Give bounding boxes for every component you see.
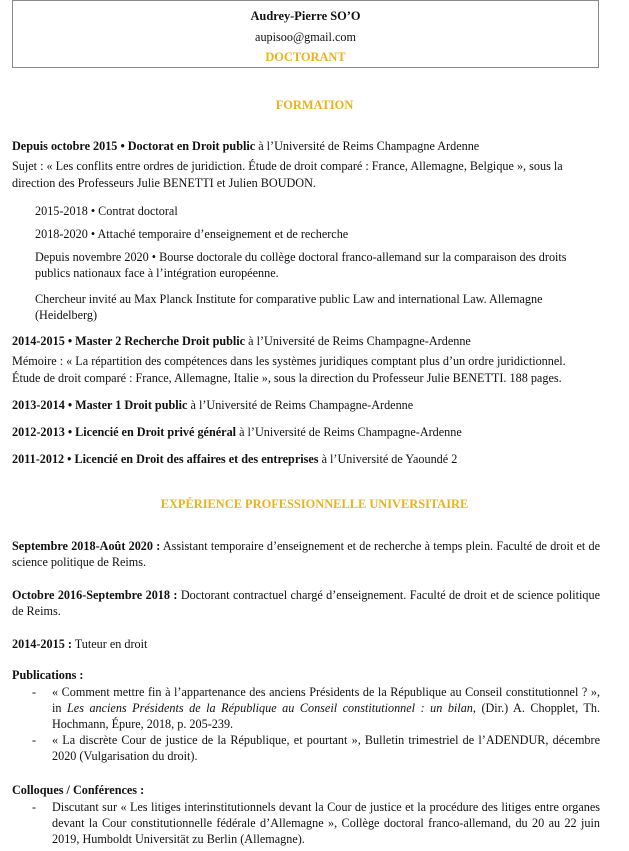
master2-memoire-line1: Mémoire : « La répartition des compétences dans les systèmes juridiques comptant plus d’un ordre juridictionnel.	[12, 354, 566, 368]
formation-licence-prive	[12, 424, 600, 440]
doctorat-sub-item: Chercheur invité au Max Planck Institute for comparative public Law and international Law. Allemagne (Heidelberg)	[35, 292, 543, 322]
experience-desc: Assistant temporaire d’enseignement et de recherche à temps plein. Faculté de droit et de science politique de Reims.	[12, 539, 601, 569]
publications-title: Publications :	[12, 668, 84, 682]
header-box	[12, 0, 599, 68]
formation-licence-affaires	[12, 451, 600, 467]
doctorat-sub-item: 2015-2018 • Contrat doctoral	[35, 204, 178, 218]
dash-bullet: -	[32, 685, 37, 699]
formation-master1	[12, 397, 600, 413]
doctorat-sub-item: 2018-2020 • Attaché temporaire d’enseignement et de recherche	[35, 227, 349, 241]
master1-rest: à l’Université de Reims Champagne-Ardenne	[187, 398, 414, 412]
experience-date: 2014-2015 :	[12, 637, 72, 651]
master2-bold: 2014-2015 • Master 2 Recherche Droit public	[12, 334, 246, 348]
doctorat-sujet-line1: Sujet : « Les conflits entre ordres de juridiction. Étude de droit comparé : France, Allemagne, Belgique », sous la	[12, 159, 563, 173]
publication-item	[12, 684, 600, 732]
doctorat-sujet-line2: direction des Professeurs Julie BENETTI et Julien BOUDON.	[12, 176, 316, 190]
formation-master2	[12, 333, 600, 386]
experience-desc: Doctorant contractuel chargé d’enseignement. Faculté de droit et de science politique de Reims.	[12, 588, 600, 618]
experience-item	[12, 538, 600, 570]
doctorat-heading	[12, 138, 600, 154]
master1-bold: 2013-2014 • Master 1 Droit public	[12, 398, 188, 412]
section-title-formation: FORMATION	[275, 98, 354, 112]
licence-affaires-rest: à l’Université de Yaoundé 2	[318, 452, 458, 466]
publication-text: , (Dir.) A. Chopplet, Th. Hochmann, Épure, 2018, p. 205-239.	[52, 701, 600, 731]
colloque-item	[12, 799, 600, 847]
publication-text: « La discrète Cour de justice de la République, et pourtant », Bulletin trimestriel de l’ADENDUR, décembre 2020 (Vulgarisation du droit).	[52, 733, 600, 763]
licence-affaires-bold: 2011-2012 • Licencié en Droit des affaires et des entreprises	[12, 452, 319, 466]
publication-book-title: Les anciens Présidents de la République au Conseil constitutionnel : un bilan	[67, 701, 473, 715]
doctorat-sub-item: Depuis novembre 2020 • Bourse doctorale du collège doctoral franco-allemand sur la comparaison des droits publics nationaux face à l’intégration européenne.	[35, 250, 567, 280]
email-address[interactable]: aupisoo@gmail.com	[255, 30, 356, 44]
master2-rest: à l’Université de Reims Champagne-Ardenne	[245, 334, 471, 348]
licence-prive-bold: 2012-2013 • Licencié en Droit privé général	[12, 425, 237, 439]
publications-list	[12, 684, 600, 764]
master2-heading	[12, 333, 600, 349]
publication-text: « Comment mettre fin à l’appartenance des anciens Présidents de la République au Conseil constitutionnel ? », in	[52, 685, 600, 715]
experience-desc: Tuteur en droit	[71, 637, 148, 651]
section-title-experience: EXPÉRIENCE PROFESSIONNELLE UNIVERSITAIRE	[160, 497, 469, 511]
dash-bullet: -	[32, 733, 37, 747]
experience-date: Septembre 2018-Août 2020 :	[12, 539, 161, 553]
dash-bullet: -	[32, 800, 37, 814]
person-name: Audrey-Pierre SO’O	[250, 9, 361, 23]
master2-memoire-line2: Étude de droit comparé : France, Allemagne, Italie », sous la direction du Professeur Julie BENETTI. 188 pages.	[12, 371, 562, 385]
experience-date: Octobre 2016-Septembre 2018 :	[12, 588, 178, 602]
publications-heading	[12, 667, 600, 683]
licence-prive-rest: à l’Université de Reims Champagne-Ardenne	[236, 425, 462, 439]
formation-doctorat	[12, 138, 600, 191]
experience-item	[12, 636, 600, 652]
colloques-list	[12, 799, 600, 847]
colloques-title: Colloques / Conférences :	[12, 783, 145, 797]
doctorat-bold: Depuis octobre 2015 • Doctorat en Droit public	[12, 139, 256, 153]
doctorat-rest: à l’Université de Reims Champagne Ardenne	[255, 139, 480, 153]
publication-item	[12, 732, 600, 764]
person-title: DOCTORANT	[265, 50, 346, 64]
experience-item	[12, 587, 600, 619]
colloques-heading	[12, 782, 600, 798]
colloque-text: Discutant sur « Les litiges interinstitutionnels devant la Cour de justice et la procédure des litiges entre organes devant la Cour constitutionnelle fédérale d’Allemagne », Collège doctoral franco-allemand, du 20 au 22 juin 2019, Humboldt Universität zu Berlin (Allemagne).	[52, 800, 600, 846]
